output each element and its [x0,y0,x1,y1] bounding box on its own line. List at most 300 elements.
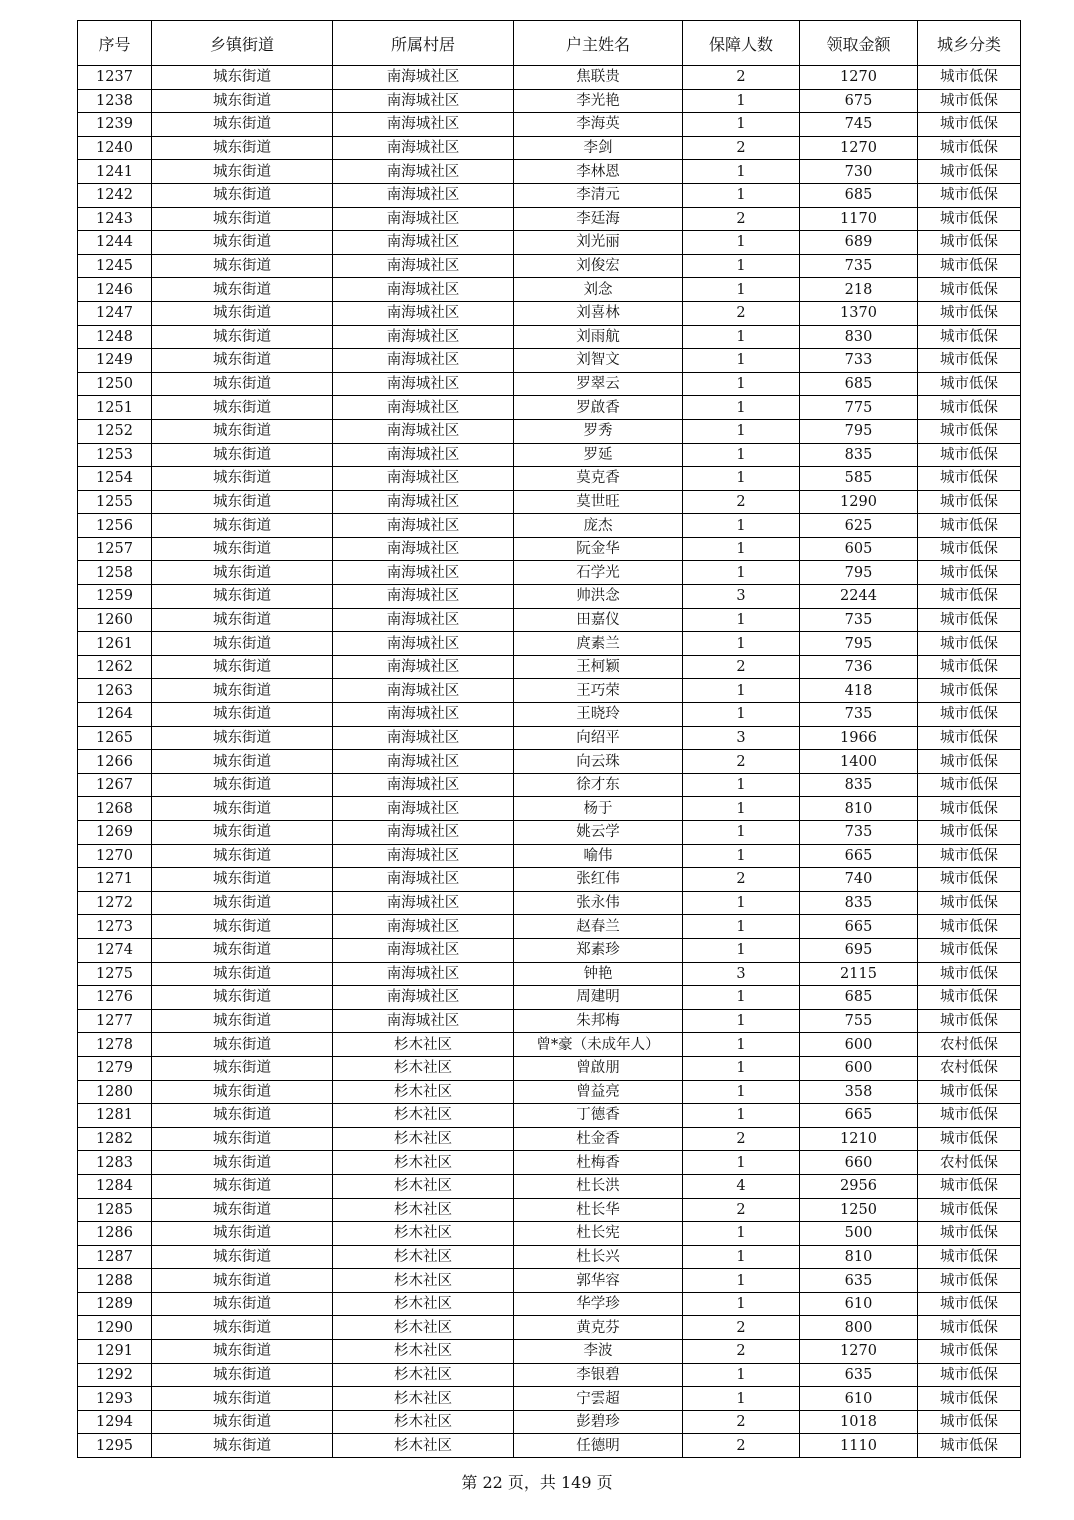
cell-category: 城市低保 [918,349,1021,373]
cell-householder: 帅洪念 [514,585,683,609]
cell-community: 南海城社区 [333,608,514,632]
cell-seq: 1258 [78,561,152,585]
table-row [78,679,1021,703]
cell-community: 杉木社区 [333,1104,514,1128]
cell-seq: 1253 [78,443,152,467]
cell-people: 3 [683,585,800,609]
cell-category: 城市低保 [918,160,1021,184]
table-row [78,254,1021,278]
cell-amount: 775 [800,396,918,420]
cell-seq: 1243 [78,207,152,231]
cell-amount: 1210 [800,1127,918,1151]
cell-amount: 810 [800,797,918,821]
cell-amount: 660 [800,1151,918,1175]
cell-people: 4 [683,1174,800,1198]
cell-township: 城东街道 [152,89,333,113]
cell-township: 城东街道 [152,301,333,325]
cell-category: 城市低保 [918,183,1021,207]
cell-category: 城市低保 [918,113,1021,137]
cell-householder: 杜长兴 [514,1245,683,1269]
cell-seq: 1265 [78,726,152,750]
cell-people: 1 [683,1104,800,1128]
cell-householder: 刘光丽 [514,231,683,255]
cell-seq: 1248 [78,325,152,349]
cell-seq: 1268 [78,797,152,821]
cell-community: 杉木社区 [333,1434,514,1458]
cell-seq: 1237 [78,66,152,90]
table-row [78,325,1021,349]
cell-township: 城东街道 [152,679,333,703]
cell-community: 南海城社区 [333,797,514,821]
cell-householder: 杨于 [514,797,683,821]
cell-amount: 665 [800,915,918,939]
cell-householder: 杜梅香 [514,1151,683,1175]
table-row [78,703,1021,727]
cell-township: 城东街道 [152,490,333,514]
cell-category: 城市低保 [918,1127,1021,1151]
cell-category: 城市低保 [918,396,1021,420]
table-row [78,986,1021,1010]
cell-township: 城东街道 [152,703,333,727]
cell-community: 南海城社区 [333,207,514,231]
cell-township: 城东街道 [152,1104,333,1128]
cell-householder: 丁德香 [514,1104,683,1128]
cell-category: 城市低保 [918,278,1021,302]
cell-householder: 杜长华 [514,1198,683,1222]
cell-township: 城东街道 [152,183,333,207]
cell-seq: 1294 [78,1410,152,1434]
cell-amount: 830 [800,325,918,349]
cell-householder: 莫克香 [514,467,683,491]
cell-seq: 1262 [78,655,152,679]
cell-householder: 王晓玲 [514,703,683,727]
cell-people: 1 [683,372,800,396]
cell-seq: 1288 [78,1269,152,1293]
cell-people: 1 [683,608,800,632]
cell-township: 城东街道 [152,1033,333,1057]
cell-seq: 1277 [78,1009,152,1033]
cell-community: 杉木社区 [333,1387,514,1411]
cell-people: 2 [683,1198,800,1222]
cell-amount: 795 [800,419,918,443]
cell-people: 1 [683,773,800,797]
cell-community: 南海城社区 [333,1009,514,1033]
cell-amount: 1270 [800,1340,918,1364]
cell-community: 南海城社区 [333,419,514,443]
table-row [78,1340,1021,1364]
cell-category: 城市低保 [918,1434,1021,1458]
cell-people: 1 [683,254,800,278]
cell-people: 1 [683,325,800,349]
cell-people: 1 [683,160,800,184]
cell-householder: 任德明 [514,1434,683,1458]
table-row [78,490,1021,514]
cell-category: 城市低保 [918,490,1021,514]
cell-township: 城东街道 [152,1056,333,1080]
header-amount: 领取金额 [800,21,918,66]
cell-township: 城东街道 [152,467,333,491]
cell-people: 1 [683,1292,800,1316]
table-row [78,1245,1021,1269]
table-row [78,1292,1021,1316]
cell-amount: 735 [800,254,918,278]
cell-householder: 庞杰 [514,514,683,538]
cell-people: 1 [683,183,800,207]
cell-community: 南海城社区 [333,136,514,160]
table-row [78,419,1021,443]
cell-householder: 姚云学 [514,821,683,845]
cell-seq: 1284 [78,1174,152,1198]
table-row [78,1104,1021,1128]
cell-category: 城市低保 [918,750,1021,774]
cell-amount: 635 [800,1363,918,1387]
cell-category: 城市低保 [918,207,1021,231]
cell-people: 1 [683,632,800,656]
cell-people: 1 [683,844,800,868]
cell-township: 城东街道 [152,962,333,986]
cell-township: 城东街道 [152,537,333,561]
cell-people: 1 [683,1387,800,1411]
cell-amount: 600 [800,1056,918,1080]
cell-amount: 585 [800,467,918,491]
cell-township: 城东街道 [152,1363,333,1387]
cell-amount: 358 [800,1080,918,1104]
cell-people: 2 [683,207,800,231]
cell-householder: 曾啟朋 [514,1056,683,1080]
table-row [78,1316,1021,1340]
cell-category: 城市低保 [918,1104,1021,1128]
cell-people: 2 [683,868,800,892]
cell-category: 城市低保 [918,986,1021,1010]
cell-category: 城市低保 [918,726,1021,750]
cell-category: 城市低保 [918,844,1021,868]
cell-seq: 1293 [78,1387,152,1411]
cell-category: 城市低保 [918,89,1021,113]
cell-category: 城市低保 [918,443,1021,467]
cell-seq: 1260 [78,608,152,632]
cell-category: 城市低保 [918,1363,1021,1387]
cell-community: 杉木社区 [333,1410,514,1434]
table-row [78,89,1021,113]
cell-community: 南海城社区 [333,821,514,845]
table-row [78,372,1021,396]
cell-amount: 1370 [800,301,918,325]
cell-township: 城东街道 [152,938,333,962]
cell-category: 城市低保 [918,372,1021,396]
table-row [78,396,1021,420]
table-row [78,467,1021,491]
cell-people: 1 [683,1245,800,1269]
cell-people: 1 [683,1033,800,1057]
cell-community: 南海城社区 [333,585,514,609]
cell-category: 城市低保 [918,419,1021,443]
cell-category: 城市低保 [918,254,1021,278]
cell-householder: 刘智文 [514,349,683,373]
cell-householder: 杜长宪 [514,1222,683,1246]
cell-amount: 835 [800,773,918,797]
cell-seq: 1266 [78,750,152,774]
cell-people: 2 [683,301,800,325]
cell-people: 1 [683,1222,800,1246]
cell-category: 城市低保 [918,868,1021,892]
cell-community: 杉木社区 [333,1033,514,1057]
cell-community: 南海城社区 [333,915,514,939]
cell-householder: 张红伟 [514,868,683,892]
cell-township: 城东街道 [152,1151,333,1175]
cell-householder: 李海英 [514,113,683,137]
table-row [78,349,1021,373]
cell-township: 城东街道 [152,160,333,184]
cell-seq: 1255 [78,490,152,514]
cell-township: 城东街道 [152,66,333,90]
cell-category: 城市低保 [918,467,1021,491]
cell-category: 城市低保 [918,797,1021,821]
cell-township: 城东街道 [152,773,333,797]
cell-category: 农村低保 [918,1056,1021,1080]
cell-amount: 735 [800,608,918,632]
cell-township: 城东街道 [152,1316,333,1340]
table-row [78,443,1021,467]
cell-category: 城市低保 [918,1340,1021,1364]
cell-category: 城市低保 [918,891,1021,915]
cell-people: 2 [683,1316,800,1340]
table-row [78,113,1021,137]
cell-people: 2 [683,1127,800,1151]
cell-township: 城东街道 [152,396,333,420]
table-row [78,207,1021,231]
cell-people: 1 [683,1080,800,1104]
cell-householder: 李清元 [514,183,683,207]
cell-seq: 1276 [78,986,152,1010]
cell-amount: 685 [800,372,918,396]
header-seq: 序号 [78,21,152,66]
cell-people: 1 [683,1056,800,1080]
cell-seq: 1239 [78,113,152,137]
table-row [78,1387,1021,1411]
cell-seq: 1256 [78,514,152,538]
cell-amount: 810 [800,1245,918,1269]
cell-township: 城东街道 [152,1269,333,1293]
cell-people: 1 [683,1151,800,1175]
cell-community: 南海城社区 [333,891,514,915]
cell-township: 城东街道 [152,207,333,231]
cell-seq: 1252 [78,419,152,443]
cell-category: 城市低保 [918,325,1021,349]
cell-amount: 835 [800,443,918,467]
table-row [78,1056,1021,1080]
cell-amount: 735 [800,703,918,727]
cell-amount: 835 [800,891,918,915]
cell-township: 城东街道 [152,1434,333,1458]
cell-people: 1 [683,986,800,1010]
cell-householder: 杜长洪 [514,1174,683,1198]
cell-community: 杉木社区 [333,1222,514,1246]
cell-community: 南海城社区 [333,325,514,349]
cell-householder: 向云珠 [514,750,683,774]
cell-seq: 1261 [78,632,152,656]
cell-amount: 755 [800,1009,918,1033]
table-row [78,537,1021,561]
cell-township: 城东街道 [152,372,333,396]
cell-category: 城市低保 [918,773,1021,797]
cell-seq: 1264 [78,703,152,727]
cell-amount: 740 [800,868,918,892]
cell-amount: 795 [800,632,918,656]
cell-community: 杉木社区 [333,1292,514,1316]
cell-community: 杉木社区 [333,1127,514,1151]
cell-township: 城东街道 [152,750,333,774]
cell-township: 城东街道 [152,349,333,373]
cell-householder: 阮金华 [514,537,683,561]
cell-community: 杉木社区 [333,1269,514,1293]
cell-community: 杉木社区 [333,1080,514,1104]
table-row [78,750,1021,774]
cell-community: 南海城社区 [333,514,514,538]
cell-community: 南海城社区 [333,490,514,514]
cell-seq: 1254 [78,467,152,491]
cell-amount: 1270 [800,136,918,160]
table-row [78,821,1021,845]
cell-category: 城市低保 [918,1245,1021,1269]
cell-category: 城市低保 [918,1410,1021,1434]
cell-category: 城市低保 [918,1387,1021,1411]
cell-seq: 1280 [78,1080,152,1104]
cell-amount: 1170 [800,207,918,231]
cell-category: 城市低保 [918,962,1021,986]
cell-township: 城东街道 [152,1292,333,1316]
cell-township: 城东街道 [152,868,333,892]
cell-householder: 赵春兰 [514,915,683,939]
cell-township: 城东街道 [152,254,333,278]
cell-people: 1 [683,1363,800,1387]
cell-seq: 1275 [78,962,152,986]
cell-people: 3 [683,962,800,986]
cell-township: 城东街道 [152,821,333,845]
cell-community: 南海城社区 [333,986,514,1010]
header-covered-people: 保障人数 [683,21,800,66]
cell-amount: 625 [800,514,918,538]
table-row [78,278,1021,302]
cell-people: 1 [683,797,800,821]
cell-township: 城东街道 [152,915,333,939]
cell-householder: 曾益亮 [514,1080,683,1104]
cell-amount: 2115 [800,962,918,986]
cell-township: 城东街道 [152,561,333,585]
cell-seq: 1287 [78,1245,152,1269]
cell-amount: 685 [800,986,918,1010]
cell-amount: 600 [800,1033,918,1057]
cell-householder: 徐才东 [514,773,683,797]
cell-householder: 杜金香 [514,1127,683,1151]
table-row [78,1080,1021,1104]
cell-amount: 605 [800,537,918,561]
table-row [78,938,1021,962]
cell-community: 南海城社区 [333,726,514,750]
cell-householder: 李廷海 [514,207,683,231]
cell-seq: 1246 [78,278,152,302]
cell-people: 2 [683,1410,800,1434]
cell-township: 城东街道 [152,1009,333,1033]
cell-householder: 张永伟 [514,891,683,915]
cell-householder: 李林恩 [514,160,683,184]
cell-township: 城东街道 [152,514,333,538]
cell-seq: 1270 [78,844,152,868]
cell-category: 城市低保 [918,632,1021,656]
cell-amount: 500 [800,1222,918,1246]
cell-amount: 1400 [800,750,918,774]
table-row [78,1198,1021,1222]
cell-township: 城东街道 [152,726,333,750]
cell-township: 城东街道 [152,1387,333,1411]
cell-seq: 1242 [78,183,152,207]
cell-township: 城东街道 [152,608,333,632]
cell-householder: 田嘉仪 [514,608,683,632]
cell-householder: 周建明 [514,986,683,1010]
cell-amount: 218 [800,278,918,302]
cell-householder: 刘俊宏 [514,254,683,278]
cell-community: 南海城社区 [333,962,514,986]
cell-seq: 1267 [78,773,152,797]
cell-amount: 1270 [800,66,918,90]
cell-people: 2 [683,1434,800,1458]
cell-community: 杉木社区 [333,1363,514,1387]
cell-community: 杉木社区 [333,1151,514,1175]
cell-community: 南海城社区 [333,372,514,396]
table-row [78,608,1021,632]
cell-householder: 罗延 [514,443,683,467]
cell-householder: 罗啟香 [514,396,683,420]
cell-amount: 2244 [800,585,918,609]
cell-community: 南海城社区 [333,467,514,491]
cell-community: 南海城社区 [333,537,514,561]
cell-amount: 735 [800,821,918,845]
cell-township: 城东街道 [152,1127,333,1151]
cell-community: 南海城社区 [333,160,514,184]
table-row [78,1174,1021,1198]
cell-householder: 李剑 [514,136,683,160]
table-row [78,915,1021,939]
cell-householder: 华学珍 [514,1292,683,1316]
cell-householder: 向绍平 [514,726,683,750]
cell-people: 1 [683,231,800,255]
cell-seq: 1295 [78,1434,152,1458]
cell-township: 城东街道 [152,844,333,868]
assistance-table [77,20,1021,1458]
table-row [78,1269,1021,1293]
page-footer: 第 22 页，共 149 页 [461,1473,613,1492]
cell-people: 1 [683,113,800,137]
cell-amount: 1110 [800,1434,918,1458]
cell-seq: 1290 [78,1316,152,1340]
cell-seq: 1279 [78,1056,152,1080]
cell-community: 杉木社区 [333,1340,514,1364]
cell-community: 南海城社区 [333,254,514,278]
cell-seq: 1281 [78,1104,152,1128]
cell-people: 1 [683,278,800,302]
cell-seq: 1257 [78,537,152,561]
table-row [78,962,1021,986]
cell-township: 城东街道 [152,231,333,255]
cell-householder: 刘雨航 [514,325,683,349]
cell-people: 1 [683,891,800,915]
cell-community: 南海城社区 [333,773,514,797]
cell-category: 城市低保 [918,301,1021,325]
header-householder: 户主姓名 [514,21,683,66]
table-row [78,1009,1021,1033]
table-row [78,514,1021,538]
cell-people: 1 [683,561,800,585]
cell-township: 城东街道 [152,1410,333,1434]
